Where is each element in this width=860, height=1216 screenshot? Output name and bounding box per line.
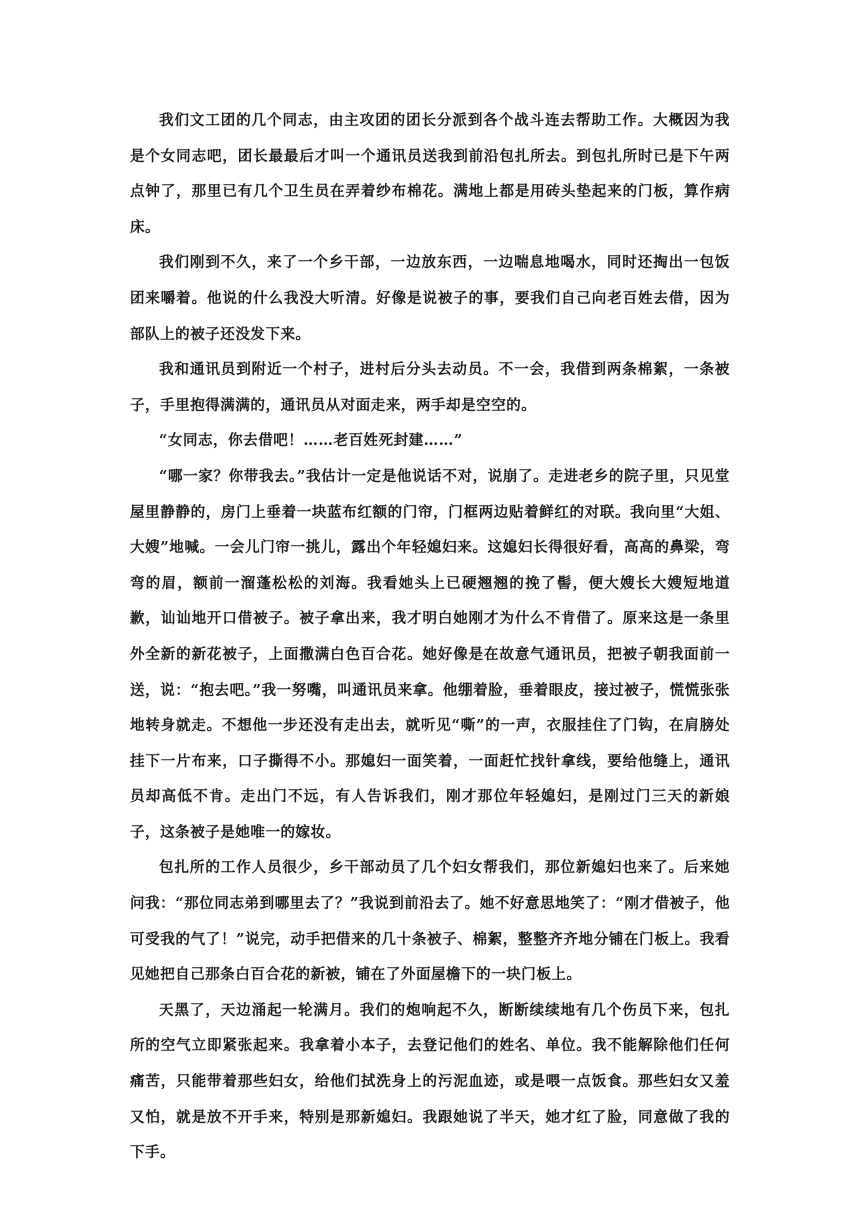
- paragraph-3: 我和通讯员到附近一个村子，进村后分头去动员。不一会，我借到两条棉絮，一条被子，手里抱得满满的，通讯员从对面走来，两手却是空空的。: [130, 361, 730, 414]
- paragraph-7: 天黑了，天边涌起一轮满月。我们的炮响起不久，断断续续地有几个伤员下来，包扎所的空气立即紧张起来。我拿着小本子，去登记他们的姓名、单位。我不能解除他们任何痛苦，只能带着那些妇女，给他们拭洗身上的污泥血迹，或是喂一点饭食。那些妇女又羞又怕，就是放不开手来，特别是那新媳妇。我跟她说了半天，她才红了脸，同意做了我的下手。: [130, 1001, 730, 1162]
- paragraph-1: 我们文工团的几个同志，由主攻团的团长分派到各个战斗连去帮助工作。大概因为我是个女同志吧，团长最最后才叫一个通讯员送我到前沿包扎所去。到包扎所时已是下午两点钟了，那里已有几个卫生员在弄着纱布棉花。满地上都是用砖头垫起来的门板，算作病床。: [130, 112, 730, 236]
- paragraph-5: “哪一家？你带我去。”我估计一定是他说话不对，说崩了。走进老乡的院子里，只见堂屋里静静的，房门上垂着一块蓝布红额的门帘，门框两边贴着鲜红的对联。我向里“大姐、大嫂”地喊。一会儿门帘一挑儿，露出个年轻媳妇来。这媳妇长得很好看，高高的鼻梁，弯弯的眉，额前一溜蓬松松的刘海。我看她头上已硬翘翘的挽了髻，便大嫂长大嫂短地道歉，讪讪地开口借被子。被子拿出来，我才明白她刚才为什么不肯借了。原来这是一条里外全新的新花被子，上面撒满白色百合花。她好像是在故意气通讯员，把被子朝我面前一送，说：“抱去吧。”我一努嘴，叫通讯员来拿。他绷着脸，垂着眼皮，接过被子，慌慌张张地转身就走。不想他一步还没有走出去，就听见“嘶”的一声，衣服挂住了门钩，在肩膀处挂下一片布来，口子撕得不小。那媳妇一面笑着，一面赶忙找针拿线，要给他缝上，通讯员却高低不肯。走出门不远，有人告诉我们，刚才那位年轻媳妇，是刚过门三天的新娘子，这条被子是她唯一的嫁妆。: [130, 467, 730, 841]
- paragraph-2: 我们刚到不久，来了一个乡干部，一边放东西，一边喘息地喝水，同时还掏出一包饭团来嚼着。他说的什么我没大听清。好像是说被子的事，要我们自己向老百姓去借，因为部队上的被子还没发下来。: [130, 254, 730, 343]
- paragraph-4: “女同志，你去借吧！……老百姓死封建……”: [159, 432, 463, 450]
- document-body: [130, 103, 730, 1171]
- paragraph-6: 包扎所的工作人员很少，乡干部动员了几个妇女帮我们，那位新媳妇也来了。后来她问我：“那位同志弟到哪里去了？”我说到前沿去了。她不好意思地笑了：“刚才借被子，他可受我的气了！”说完，动手把借来的几十条被子、棉絮，整整齐齐地分铺在门板上。我看见她把自己那条白百合花的新被，铺在了外面屋檐下的一块门板上。: [130, 859, 730, 984]
